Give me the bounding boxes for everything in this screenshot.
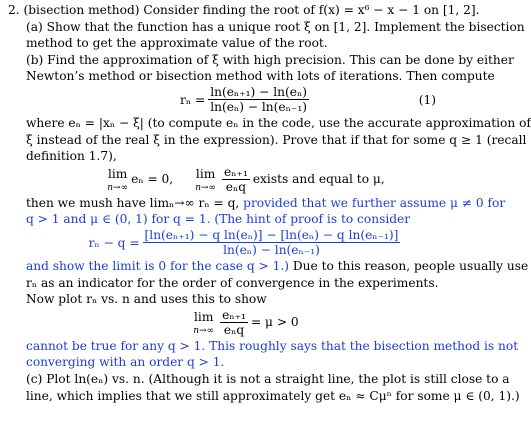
equation-3 bbox=[8, 228, 466, 258]
eq2-numerator: eₙ₊₁ bbox=[224, 165, 248, 180]
part-b-line-2: Newton’s method or bisection method with lots of iterations. Then compute bbox=[26, 69, 495, 84]
lim-label: lim bbox=[108, 167, 128, 182]
part-b-line-1: (b) Find the approximation of ξ with high precision. This can be done by either bbox=[26, 52, 514, 67]
eq2-expr-1: eₙ = 0, bbox=[131, 172, 174, 187]
where-line-2: ξ instead of the real ξ in the expression). Prove that if that for some q ≥ 1 (recall bbox=[26, 132, 527, 147]
show-limit-line-1 bbox=[8, 258, 529, 275]
equation-number: (1) bbox=[418, 92, 436, 107]
part-a-line-2: method to get the approximate value of the root. bbox=[26, 36, 328, 51]
lim-subscript: n→∞ bbox=[193, 326, 215, 337]
cannot-line-2: converging with an order q > 1. bbox=[26, 355, 225, 370]
equation-1 bbox=[8, 85, 466, 115]
eq2-fraction bbox=[222, 165, 250, 194]
part-c-line-1: (c) Plot ln(eₙ) vs. n. (Although it is not a straight line, the plot is still close to a bbox=[26, 371, 510, 386]
then-text-blue: provided that we further assume μ ≠ 0 for bbox=[239, 195, 506, 210]
eq3-numerator: [ln(eₙ₊₁) − q ln(eₙ)] − [ln(eₙ) − q ln(eₙ₋₁)] bbox=[144, 228, 399, 243]
show-limit-blue: and show the limit is 0 for the case q > 1.) bbox=[26, 258, 290, 273]
equation-4 bbox=[8, 308, 466, 338]
eq1-lhs: rₙ = bbox=[180, 92, 206, 107]
eq1-numerator: ln(eₙ₊₁) − ln(eₙ) bbox=[210, 85, 307, 100]
eq2-limit-2 bbox=[195, 166, 216, 193]
lim-label: lim bbox=[195, 167, 216, 182]
lim-subscript: n→∞ bbox=[107, 183, 129, 194]
eq4-fraction bbox=[220, 308, 248, 337]
eq3-fraction bbox=[143, 228, 401, 257]
lim-label: lim bbox=[194, 310, 214, 325]
eq3-lhs: rₙ − q = bbox=[88, 235, 140, 250]
problem-header: 2. (bisection method) Consider finding the root of f(x) = x⁶ − x − 1 on [1, 2]. bbox=[8, 3, 480, 17]
then-line-1 bbox=[8, 195, 506, 212]
plot-line: Now plot rₙ vs. n and uses this to show bbox=[26, 292, 267, 307]
eq2-tail: exists and equal to μ, bbox=[252, 172, 385, 187]
eq4-denominator: eₙq bbox=[223, 323, 245, 338]
eq1-fraction bbox=[208, 85, 309, 114]
then-text-black: then we mush have limₙ→∞ rₙ = q, bbox=[26, 195, 240, 210]
eq3-denominator: ln(eₙ) − ln(eₙ₋₁) bbox=[223, 243, 320, 258]
part-c-line-2: line, which implies that we still approximately get eₙ ≈ Cμⁿ for some μ ∈ (0, 1).) bbox=[26, 388, 520, 403]
cannot-line-1: cannot be true for any q > 1. This roughly says that the bisection method is not bbox=[26, 338, 519, 353]
eq4-tail: = μ > 0 bbox=[250, 315, 299, 330]
part-a-line-1: (a) Show that the function has a unique root ξ on [1, 2]. Implement the bisection bbox=[26, 19, 525, 34]
where-line-3: definition 1.7), bbox=[26, 149, 117, 164]
show-limit-black: Due to this reason, people usually use bbox=[289, 258, 529, 273]
eq2-denominator: eₙq bbox=[225, 180, 247, 195]
eq2-limit-1 bbox=[107, 166, 128, 193]
eq1-denominator: ln(eₙ) − ln(eₙ₋₁) bbox=[210, 100, 307, 115]
eq4-numerator: eₙ₊₁ bbox=[222, 308, 246, 323]
equation-2 bbox=[8, 165, 466, 195]
lim-subscript: n→∞ bbox=[195, 183, 217, 194]
where-line-1: where eₙ = |xₙ − ξ| (to compute eₙ in the code, use the accurate approximation of bbox=[26, 115, 531, 130]
eq4-limit bbox=[193, 309, 214, 336]
then-line-2: q > 1 and μ ∈ (0, 1) for q = 1. (The hint of proof is to consider bbox=[26, 212, 411, 227]
show-limit-line-2: rₙ as an indicator for the order of convergence in the experiments. bbox=[26, 275, 439, 290]
